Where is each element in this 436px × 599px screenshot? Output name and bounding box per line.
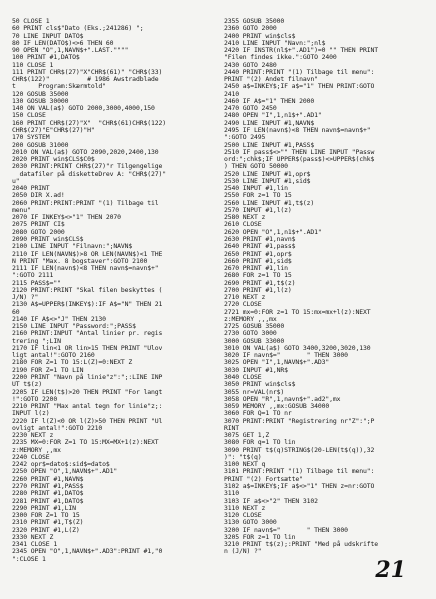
code-line: 2060 PRINT:PRINT:PRINT "(1) Tilbage til bbox=[12, 198, 159, 207]
code-line: 90 OPEN "O",1,NAVN$+".LAST."""" bbox=[12, 46, 129, 55]
code-line: 3090 PRINT t$(q)STRING$(20-LEN(t$(q)),32 bbox=[224, 445, 375, 454]
code-line: 2320 PRINT #1,L(Z) bbox=[12, 525, 80, 534]
code-line: 2270 PRINT #1,PASS$ bbox=[12, 482, 84, 490]
code-line: ligt antal!":GOTO 2160 bbox=[12, 351, 95, 360]
code-line: 2580 NEXT z bbox=[224, 213, 266, 222]
code-line: 2610 CLOSE bbox=[224, 220, 262, 229]
code-line: 2420 IF INSTR(nl$+".AD1")=0 "" THEN PRINT bbox=[224, 46, 378, 55]
code-line: 3102 a$=INKEY$;IF a$<>"1" THEN z=nr:GOTO bbox=[224, 482, 375, 490]
code-line: 2160 PRINT:INPUT "Antal linier pr. regis bbox=[12, 329, 163, 338]
code-line: 111 PRINT CHR$(27)"X"CHR$(61)" "CHR$(33) bbox=[12, 67, 163, 76]
code-line: 2400 PRINT win$cls$ bbox=[224, 31, 296, 40]
code-line: 3060 FOR Q=1 TO nr bbox=[224, 409, 292, 418]
code-line: 2725 GOSUB 35000 bbox=[224, 322, 285, 331]
code-line: 140 ON VAL(a$) GOTO 2000,3000,4000,150 bbox=[12, 104, 155, 113]
code-line: 2080 GOTO 2000 bbox=[12, 227, 65, 236]
code-line: 2140 IF A$<>"J" THEN 2130 bbox=[12, 314, 106, 323]
code-line: 2345 OPEN "O",1,NAVN$+".AD3":PRINT #1,"0 bbox=[12, 547, 163, 556]
code-line: 170 SYSTEM bbox=[12, 133, 50, 142]
code-line: 3205 FOR z=1 TO lin bbox=[224, 532, 296, 541]
code-line: 130 GOSUB 30000 bbox=[12, 96, 69, 105]
code-line: 2250 OPEN "O",1,NAVN$+".AD1" bbox=[12, 467, 118, 476]
code-line: 3030 INPUT #1,NR$ bbox=[224, 365, 288, 374]
code-line: 2355 GOSUB 35000 bbox=[224, 17, 285, 25]
code-line: 2115 PASS$="" bbox=[12, 278, 61, 287]
code-line: 2490 LINE INPUT #1,NAVN$ bbox=[224, 118, 315, 127]
code-line: 2130 A$=UPPER$(INKEY$):IF A$="N" THEN 21 bbox=[12, 300, 163, 309]
code-line: 2210 PRINT "Max antal tegn for linie"z;: bbox=[12, 402, 163, 411]
code-line: 150 CLOSE bbox=[12, 111, 46, 120]
code-line: 2111 IF LEN(navn$)<8 THEN navn$=navn$+" bbox=[12, 264, 159, 273]
code-line: N PRINT "Max. 8 bogstaver":GOTO 2100 bbox=[12, 256, 148, 265]
code-line: 2670 PRINT #1,lin bbox=[224, 264, 288, 273]
code-line: UT t$(z) bbox=[12, 380, 43, 389]
code-line: 80 IF LEN(DATO$)<>6 THEN 60 bbox=[12, 38, 114, 47]
code-column-left bbox=[12, 18, 217, 563]
code-line: 3000 GOSUB 33000 bbox=[224, 336, 285, 345]
code-line: 3075 GET 1,Z bbox=[224, 431, 270, 440]
code-line: 2700 PRINT #1,l(z) bbox=[224, 285, 292, 294]
code-line: 2410 bbox=[224, 89, 240, 98]
code-line: 2410 LINE INPUT "Navn:";nl$ bbox=[224, 38, 326, 47]
code-line: 3200 IF navn$=" " THEN 3000 bbox=[224, 525, 348, 534]
code-line: 2460 IF A$="1" THEN 2000 bbox=[224, 96, 315, 105]
code-line: 2520 LINE INPUT #1,opr$ bbox=[224, 169, 311, 178]
code-line: 3059 MEMORY ,,mx:GOSUB 34000 bbox=[224, 402, 330, 411]
code-line: 2050 DIR X.ad! bbox=[12, 191, 65, 200]
code-line: ":CLOSE 1 bbox=[12, 554, 46, 563]
code-line: 2190 FOR Z=1 TO LIN bbox=[12, 365, 84, 374]
code-line: 3080 FOR q=1 TO lin bbox=[224, 438, 296, 447]
code-line: CHR$(27)"E"CHR$(27)"H" bbox=[12, 125, 95, 134]
code-line: 160 PRINT CHR$(27)"X" "CHR$(61)CHR$(122) bbox=[12, 118, 166, 127]
code-line: 60 PRINT cls$"Dato (Eks.;241286) "; bbox=[12, 24, 144, 33]
code-line: 2205 IF LEN(t$)>20 THEN PRINT "For langt bbox=[12, 387, 163, 396]
code-line: 2560 LINE INPUT #1,t$(z) bbox=[224, 198, 315, 207]
code-line: J/N) ?" bbox=[12, 293, 39, 302]
code-line: 2180 FOR Z=1 TO 15:L(Z)=0:NEXT Z bbox=[12, 358, 133, 367]
code-line: 110 CLOSE 1 bbox=[12, 60, 54, 69]
code-line: 2730 GOTO 3000 bbox=[224, 329, 277, 338]
code-line: 2281 PRINT #1,DATO$ bbox=[12, 496, 84, 505]
code-line: 2720 CLOSE bbox=[224, 300, 262, 309]
code-line: 2242 opr$=dato$:sid$=dato$ bbox=[12, 460, 110, 469]
code-line: u" bbox=[12, 176, 20, 185]
code-line: ovligt antal!":GOTO 2210 bbox=[12, 423, 103, 432]
code-line: 2341 CLOSE 1 bbox=[12, 540, 58, 549]
code-line: trering ";LIN bbox=[12, 336, 61, 345]
code-line: 100 PRINT #1,DATO$ bbox=[12, 53, 80, 62]
code-line: ":GOTO 2111 bbox=[12, 271, 54, 280]
code-line: )": "t$(q) bbox=[224, 452, 262, 461]
code-line: 2300 FOR Z=1 TO 15 bbox=[12, 511, 80, 520]
code-line: 2495 IF LEN(navn$)<8 THEN navn$=navn$+" bbox=[224, 125, 371, 134]
code-line: 3050 PRINT win$cls$ bbox=[224, 380, 296, 389]
code-line: 2620 OPEN "O",1,n1$+".AD1" bbox=[224, 227, 322, 236]
code-line: 2640 PRINT #1,pass$ bbox=[224, 242, 296, 251]
code-line: 3110 NEXT z bbox=[224, 503, 266, 512]
code-line: 2075 PRINT CI$ bbox=[12, 220, 65, 229]
code-line: 2450 a$=INKEY$;IF a$="1" THEN PRINT:GOTO bbox=[224, 82, 375, 91]
code-line: 2570 INPUT #1,l(z) bbox=[224, 205, 292, 214]
code-line: ord:";chk$;IF UPPER$(pass$)<>UPPER$(chk$ bbox=[224, 155, 375, 164]
code-line: !":GOTO 2200 bbox=[12, 394, 58, 403]
code-line: CHR$(122)" # 1986 Awstradblade bbox=[12, 75, 159, 84]
code-line: 3100 NEXT q bbox=[224, 460, 266, 469]
code-line: 2310 PRINT #1,T$(Z) bbox=[12, 518, 84, 527]
code-line: 2240 CLOSE bbox=[12, 452, 50, 461]
code-line: 2100 LINE INPUT "Filnavn:";NAVN$ bbox=[12, 242, 133, 251]
code-line: ":GOTO 2495 bbox=[224, 133, 266, 142]
code-line: 2630 PRINT #1,navn$ bbox=[224, 234, 296, 243]
code-line: 3055 nr=VAL(nr$) bbox=[224, 387, 285, 396]
code-line: PRINT "(2) Andet filnavn" bbox=[224, 75, 318, 84]
code-line: datafiler på disketteDrev A: "CHR$(27)" bbox=[12, 169, 166, 178]
code-line: ) THEN GOTO 50000 bbox=[224, 162, 288, 171]
code-column-right bbox=[224, 18, 429, 556]
code-line: 2200 PRINT "Navn på linie"z":";:LINE INP bbox=[12, 373, 163, 382]
code-line: 2330 NEXT Z bbox=[12, 532, 54, 541]
code-line: 2660 PRINT #1,sid$ bbox=[224, 256, 292, 265]
code-line: 120 GOSUB 35000 bbox=[12, 89, 69, 98]
code-line: z:MEMORY ,,,mx bbox=[224, 314, 277, 323]
code-line: 70 LINE INPUT DATO$ bbox=[12, 31, 84, 40]
code-line: 2550 FOR z=1 TO 15 bbox=[224, 191, 292, 200]
code-line: z:MEMORY ,,mx bbox=[12, 445, 61, 454]
code-line: 3025 OPEN "I",1,NAVN$+".AD3" bbox=[224, 358, 330, 367]
code-line: 2500 LINE INPUT #1,PASS$ bbox=[224, 140, 315, 149]
code-line: 3010 ON VAL(a$) GOTO 3400,3200,3020,130 bbox=[224, 343, 371, 352]
code-line: 2710 NEXT z bbox=[224, 293, 266, 302]
code-line: 2430 GOTO 2480 bbox=[224, 60, 277, 69]
code-line: 2220 IF l(Z)<0 OR l(Z)>50 THEN PRINT "Ul bbox=[12, 416, 163, 425]
code-line: 2090 PRINT win$CLS$ bbox=[12, 234, 84, 243]
code-line: 3103 IF a$<>"2" THEN 3102 bbox=[224, 496, 318, 505]
code-line: "Filen findes ikke.":GOTO 2400 bbox=[224, 53, 337, 62]
code-line: 2540 INPUT #1,lin bbox=[224, 184, 288, 193]
code-line: 2360 GOTO 2000 bbox=[224, 24, 277, 33]
code-line: 2120 PRINT:PRINT "Skal filen beskyttes ( bbox=[12, 285, 163, 294]
code-line: 2110 IF LEN(NAVN$)>8 OR LEN(NAVN$)<1 THE bbox=[12, 249, 163, 258]
code-line: 2280 PRINT #1,DATO$ bbox=[12, 489, 84, 498]
code-line: 2510 IF pass$<>"" THEN LINE INPUT "Passw bbox=[224, 147, 375, 156]
code-line: 50 CLOSE 1 bbox=[12, 17, 50, 25]
code-line: 3110 bbox=[224, 489, 240, 498]
code-line: INPUT l(z) bbox=[12, 409, 50, 418]
code-line: 2480 OPEN "I",1,n1$+".AD1" bbox=[224, 111, 322, 120]
code-line: t Program:Skærmtold" bbox=[12, 82, 106, 91]
code-line: 2020 PRINT win$CLS$C0$ bbox=[12, 155, 95, 164]
code-line: 2040 PRINT bbox=[12, 184, 50, 193]
code-line: 3120 CLOSE bbox=[224, 511, 262, 520]
code-line: PRINT "(2) Fortsætte" bbox=[224, 474, 303, 483]
code-line: 2010 ON VAL(a$) GOTO 2090,2020,2400,130 bbox=[12, 147, 159, 156]
code-line: 2530 LINE INPUT #1,sid$ bbox=[224, 176, 311, 185]
code-line: 2260 PRINT #1,NAVN$ bbox=[12, 474, 84, 483]
code-line: RINT bbox=[224, 423, 240, 432]
code-line: 2235 MX=0:FOR Z=1 TO 15:MX=MX+1(z):NEXT bbox=[12, 438, 159, 447]
code-line: 200 GOSUB 31000 bbox=[12, 140, 69, 149]
code-line: 3058 OPEN "R",1,navn$+".ad2",mx bbox=[224, 394, 341, 403]
code-line: 3040 CLOSE bbox=[224, 373, 262, 382]
code-line: 3070 PRINT:PRINT "Registrering nr"Z":";P bbox=[224, 416, 375, 425]
code-line: 2030 PRINT:PRINT CHR$(27)"r Tilgengelige bbox=[12, 162, 163, 171]
code-line: 2721 mx=0:FOR z=1 TO 15:mx=mx+l(z):NEXT bbox=[224, 307, 371, 316]
code-line: 2070 IF INKEY$<>"1" THEN 2070 bbox=[12, 213, 121, 222]
code-line: 2290 PRINT #1,LIN bbox=[12, 503, 76, 512]
code-line: 2680 FOR z=1 TO 15 bbox=[224, 271, 292, 280]
code-line: 2440 PRINT:PRINT "(1) Tilbage til menu": bbox=[224, 67, 375, 76]
code-line: 2170 IF lin<1 OR lin>15 THEN PRINT "Ulov bbox=[12, 343, 163, 352]
code-line: 2470 GOTO 2450 bbox=[224, 104, 277, 113]
code-line: 2690 PRINT #1,t$(z) bbox=[224, 278, 296, 287]
code-line: 2150 LINE INPUT "Password:";PASS$ bbox=[12, 322, 136, 331]
page-number: 21 bbox=[375, 557, 406, 583]
code-line: 3210 PRINT t$(z);:PRINT "Med på udskrifte bbox=[224, 540, 378, 549]
code-line: 3130 GOTO 3000 bbox=[224, 518, 277, 527]
code-line: 2650 PRINT #1,opr$ bbox=[224, 249, 292, 258]
code-line: 3020 IF navn$=" " THEN 3000 bbox=[224, 351, 348, 360]
code-line: 3101 PRINT:PRINT "(1) Tilbage til menu": bbox=[224, 467, 375, 476]
code-line: 2230 NEXT z bbox=[12, 431, 54, 440]
code-line: n (J/N) ?" bbox=[224, 547, 262, 556]
code-line: 60 bbox=[12, 307, 20, 316]
code-line: menu" bbox=[12, 205, 31, 214]
